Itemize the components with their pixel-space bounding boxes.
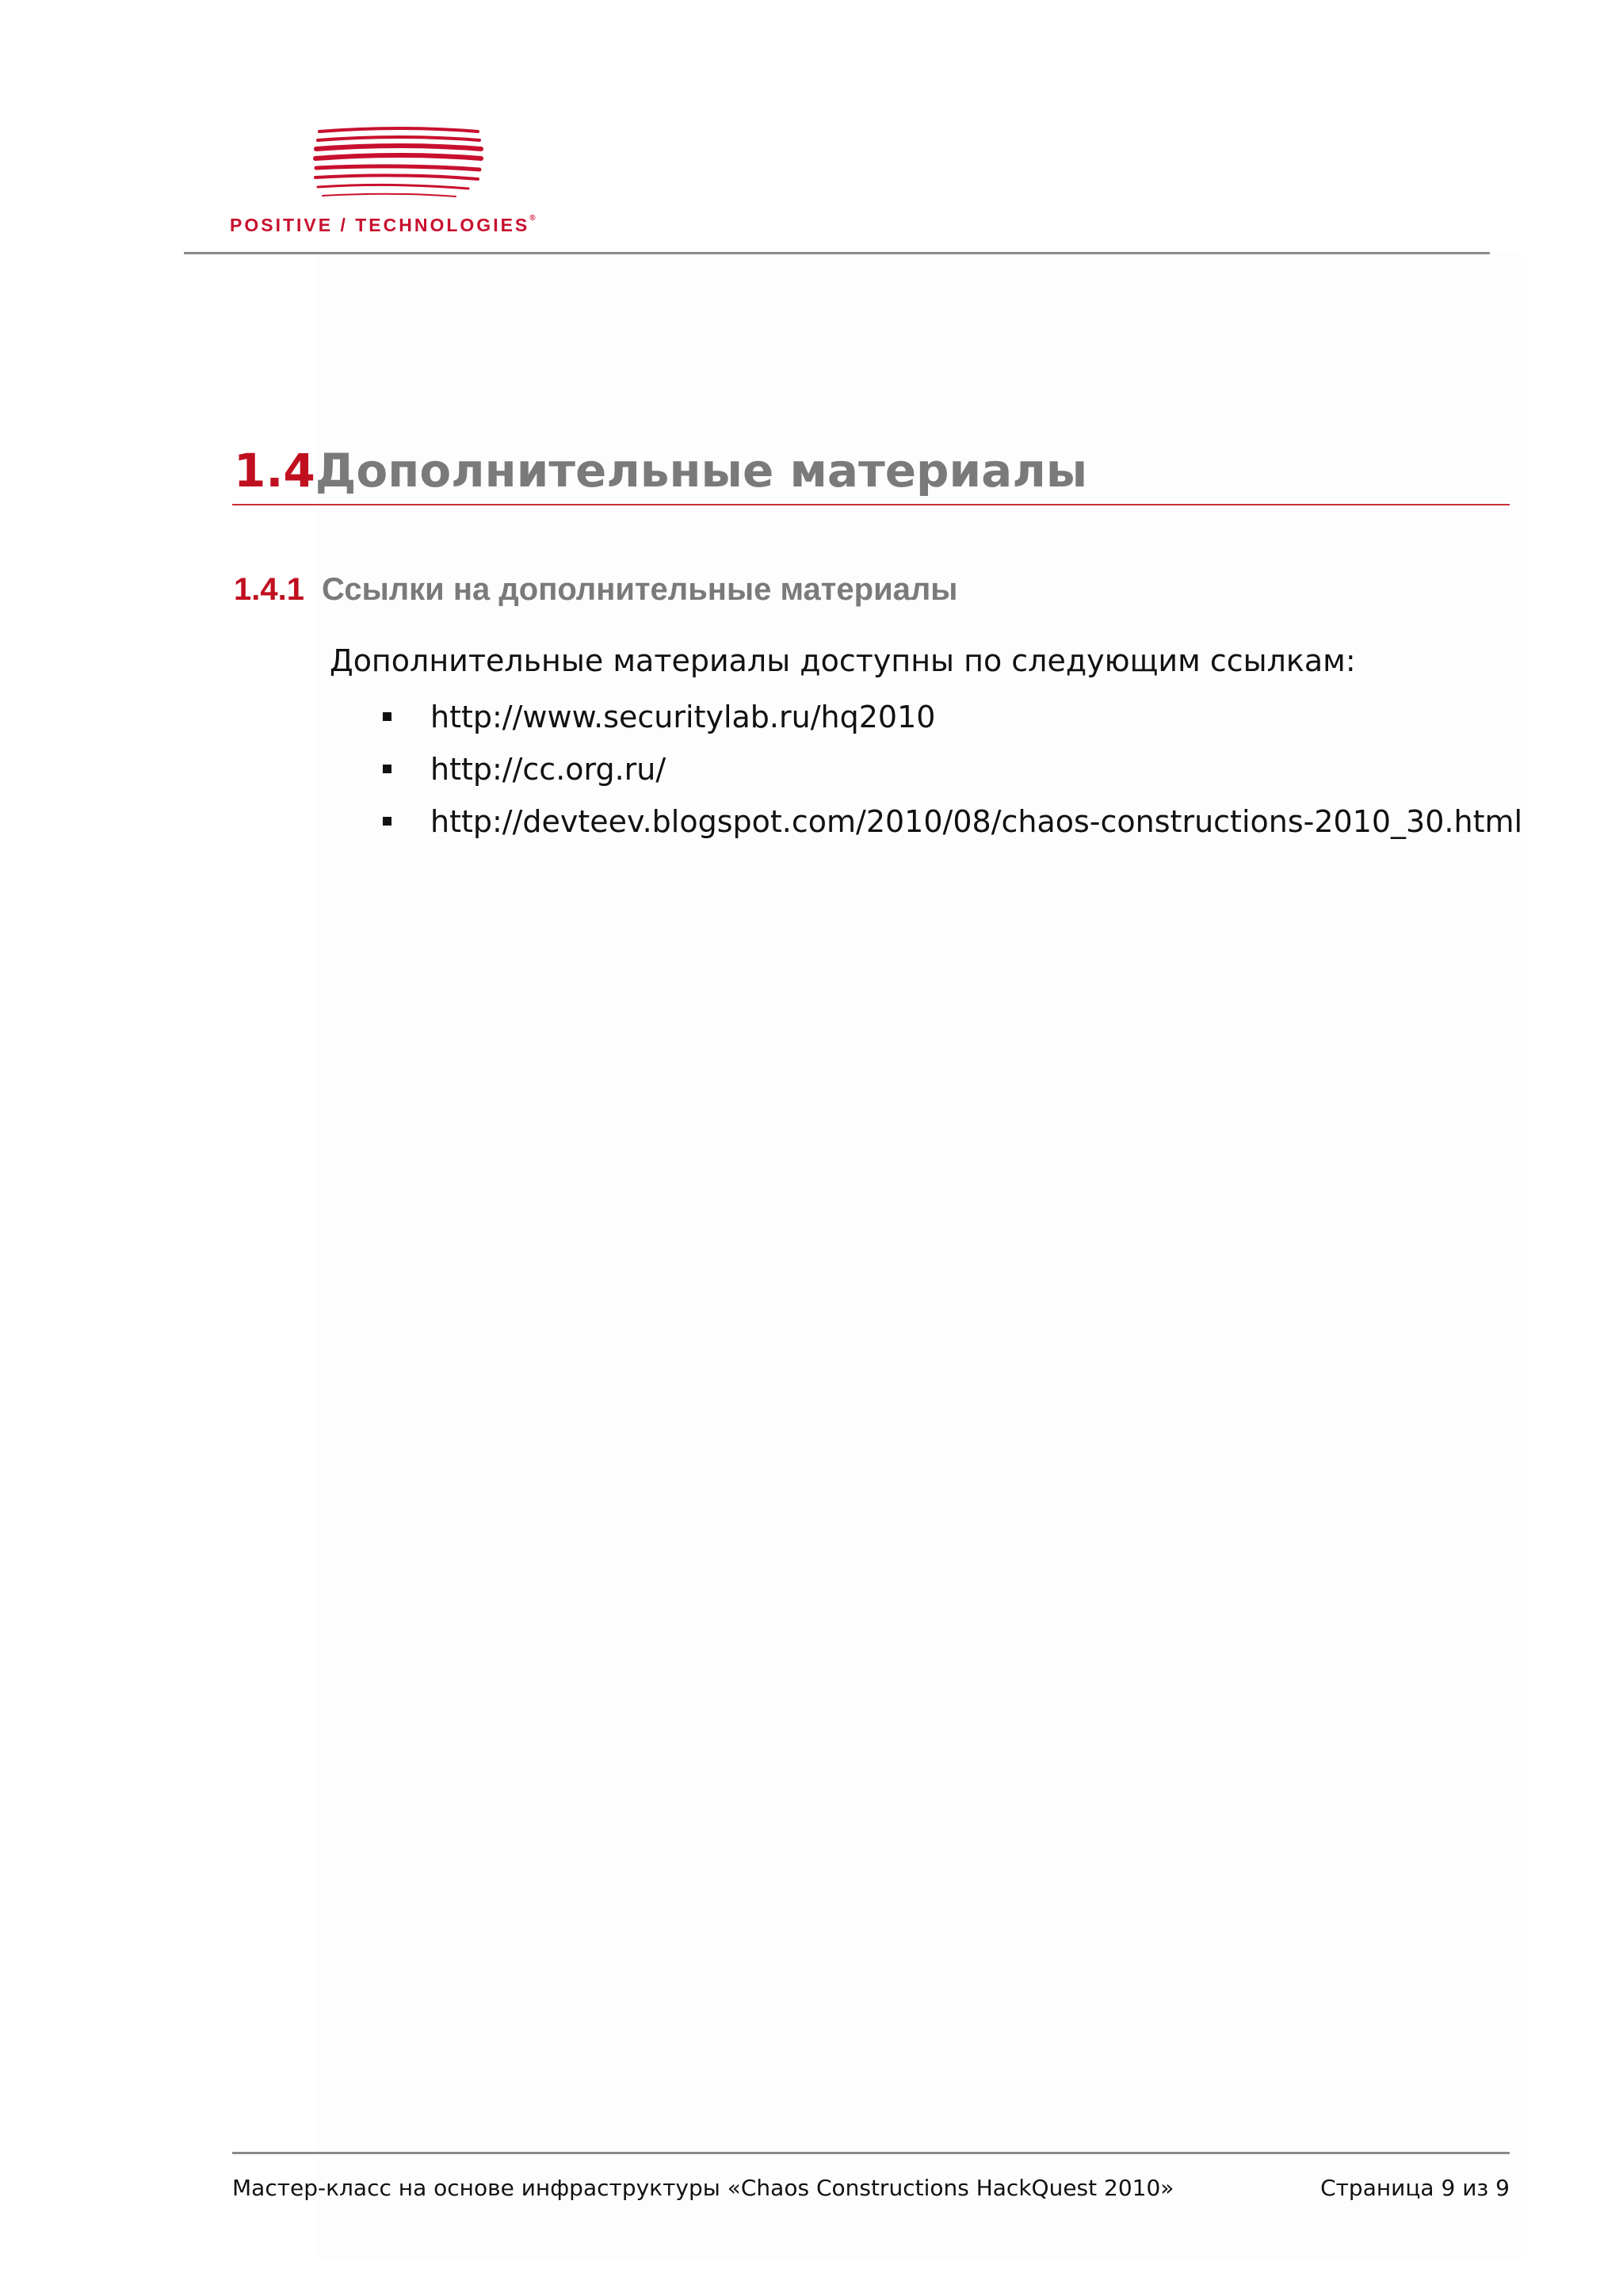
link-devteev-blog[interactable]: http://devteev.blogspot.com/2010/08/chaos-constructions-2010_30.html bbox=[430, 804, 1523, 839]
page-background bbox=[317, 254, 1522, 2258]
intro-paragraph: Дополнительные материалы доступны по следующим ссылкам: bbox=[330, 643, 1356, 678]
subsection-number: 1.4.1 bbox=[234, 572, 304, 607]
section-heading bbox=[234, 444, 1510, 498]
subsection-title: Ссылки на дополнительные материалы bbox=[321, 572, 958, 607]
header-divider bbox=[184, 252, 1490, 254]
link-securitylab[interactable]: http://www.securitylab.ru/hq2010 bbox=[430, 700, 936, 734]
stripes-logo-icon bbox=[313, 127, 487, 206]
section-title: Дополнительные материалы bbox=[315, 444, 1088, 498]
section-number: 1.4 bbox=[234, 444, 315, 498]
logo-wordmark: POSITIVE / TECHNOLOGIES® bbox=[230, 214, 536, 235]
square-bullet-icon bbox=[383, 712, 391, 721]
footer-divider bbox=[232, 2152, 1510, 2154]
square-bullet-icon bbox=[383, 817, 391, 826]
footer-title: Мастер-класс на основе инфраструктуры «Chaos Constructions HackQuest 2010» bbox=[232, 2175, 1174, 2201]
page-number: Страница 9 из 9 bbox=[1320, 2175, 1510, 2201]
section-heading-rule bbox=[232, 504, 1510, 505]
square-bullet-icon bbox=[383, 765, 391, 773]
subsection-heading bbox=[234, 572, 957, 608]
link-cc-org[interactable]: http://cc.org.ru/ bbox=[430, 752, 666, 787]
positive-technologies-logo bbox=[230, 127, 602, 238]
